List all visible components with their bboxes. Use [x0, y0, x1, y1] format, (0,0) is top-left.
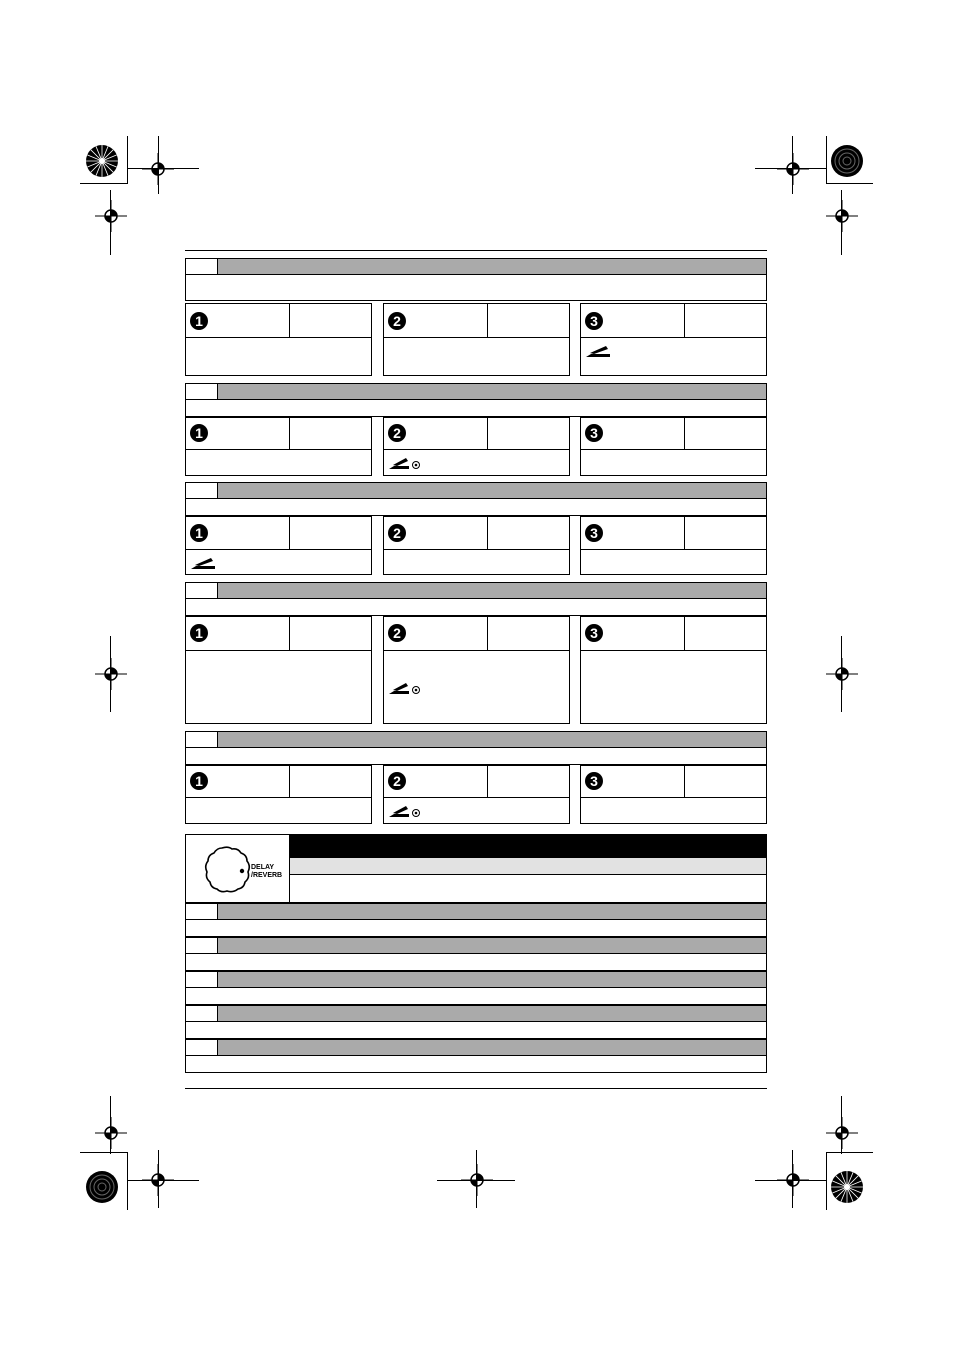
module-subtitle-bar [290, 857, 766, 875]
param-cell [185, 303, 372, 376]
registration-line [792, 1150, 793, 1208]
knob-label [251, 864, 282, 880]
crop-mark [826, 1152, 827, 1210]
effect-number-box [186, 1040, 218, 1055]
registration-line [158, 136, 159, 194]
effect-number-box [186, 904, 218, 919]
param-cell [383, 516, 570, 575]
param-number-marker: 2 [388, 772, 406, 790]
effect-description [185, 920, 767, 937]
registration-line [110, 636, 111, 712]
effect-description [185, 400, 767, 417]
registration-line [841, 190, 842, 255]
effect-type-bar [185, 937, 767, 954]
crop-mark [826, 1152, 873, 1153]
registration-crosshair-icon [777, 153, 809, 185]
param-number-marker: 3 [585, 424, 603, 442]
effect-number-box [186, 972, 218, 987]
effect-description [185, 988, 767, 1005]
expression-pedal-icon [585, 344, 619, 358]
param-number-marker: 3 [585, 772, 603, 790]
effect-type-bar [185, 1039, 767, 1056]
crop-mark [826, 183, 873, 184]
registration-crosshair-icon [826, 658, 858, 690]
expression-pedal-icon [388, 804, 422, 818]
param-number-marker: 3 [585, 524, 603, 542]
registration-line [841, 1096, 842, 1154]
registration-crosshair-icon [826, 200, 858, 232]
registration-line [110, 1096, 111, 1154]
effect-description [185, 954, 767, 971]
module-title-bar [290, 835, 766, 857]
registration-line [127, 168, 199, 169]
effect-description [185, 1022, 767, 1039]
module-selector-knob-icon [200, 845, 256, 895]
effect-number-box [186, 483, 218, 498]
expression-pedal-icon [388, 681, 422, 695]
effect-number-box [186, 583, 218, 598]
knob-label-line2: /REVERB [251, 872, 283, 879]
param-number-marker: 1 [190, 772, 208, 790]
crop-mark [127, 136, 128, 184]
effect-number-box [186, 384, 218, 399]
param-cell [383, 303, 570, 376]
module-knob-panel [186, 835, 290, 902]
param-cell [185, 417, 372, 476]
param-cell [580, 516, 767, 575]
param-number-marker: 3 [585, 312, 603, 330]
param-number-marker: 1 [190, 524, 208, 542]
param-cell [185, 765, 372, 824]
effect-type-bar [185, 903, 767, 920]
param-number-marker: 2 [388, 624, 406, 642]
param-cell [383, 765, 570, 824]
effect-number-box [186, 1006, 218, 1021]
registration-crosshair-icon [95, 658, 127, 690]
footer-rule [185, 1088, 767, 1089]
registration-line [476, 1150, 477, 1208]
effect-description [185, 748, 767, 765]
effect-type-bar [185, 971, 767, 988]
registration-line [110, 190, 111, 255]
effect-number-box [186, 938, 218, 953]
printer-target-disc-icon [85, 144, 119, 178]
param-cell [580, 303, 767, 376]
effect-description [185, 499, 767, 516]
param-cell [383, 616, 570, 724]
expression-pedal-icon [190, 556, 224, 570]
registration-line [841, 636, 842, 712]
effect-description [185, 275, 767, 301]
effect-type-bar [185, 1005, 767, 1022]
crop-mark [80, 183, 127, 184]
crop-mark [127, 1152, 128, 1210]
expression-pedal-icon [388, 456, 422, 470]
printer-target-disc-icon [85, 1170, 119, 1204]
param-cell [383, 417, 570, 476]
param-number-marker: 2 [388, 424, 406, 442]
param-number-marker: 2 [388, 312, 406, 330]
effect-type-bar [185, 482, 767, 499]
crop-mark [80, 1152, 127, 1153]
effect-type-bar [185, 731, 767, 748]
registration-crosshair-icon [826, 1117, 858, 1149]
effect-type-bar [185, 582, 767, 599]
crop-mark [826, 136, 827, 184]
registration-crosshair-icon [95, 1117, 127, 1149]
module-header [185, 834, 767, 903]
printer-target-disc-icon [830, 144, 864, 178]
param-number-marker: 1 [190, 424, 208, 442]
registration-line [755, 1180, 827, 1181]
param-number-marker: 1 [190, 624, 208, 642]
header-rule [185, 250, 767, 251]
knob-label-line1: DELAY [251, 864, 275, 871]
registration-crosshair-icon [95, 200, 127, 232]
effect-number-box [186, 732, 218, 747]
param-cell [580, 616, 767, 724]
param-cell [580, 417, 767, 476]
registration-line [755, 168, 827, 169]
param-cell [185, 516, 372, 575]
param-number-marker: 3 [585, 624, 603, 642]
effect-description [185, 1056, 767, 1073]
registration-line [792, 136, 793, 194]
printer-target-disc-icon [830, 1170, 864, 1204]
param-cell [185, 616, 372, 724]
param-cell [580, 765, 767, 824]
param-number-marker: 2 [388, 524, 406, 542]
effect-description [185, 599, 767, 616]
param-number-marker: 1 [190, 312, 208, 330]
registration-line [158, 1150, 159, 1208]
effect-type-bar [185, 258, 767, 275]
registration-line [127, 1180, 199, 1181]
effect-number-box [186, 259, 218, 274]
effect-type-bar [185, 383, 767, 400]
